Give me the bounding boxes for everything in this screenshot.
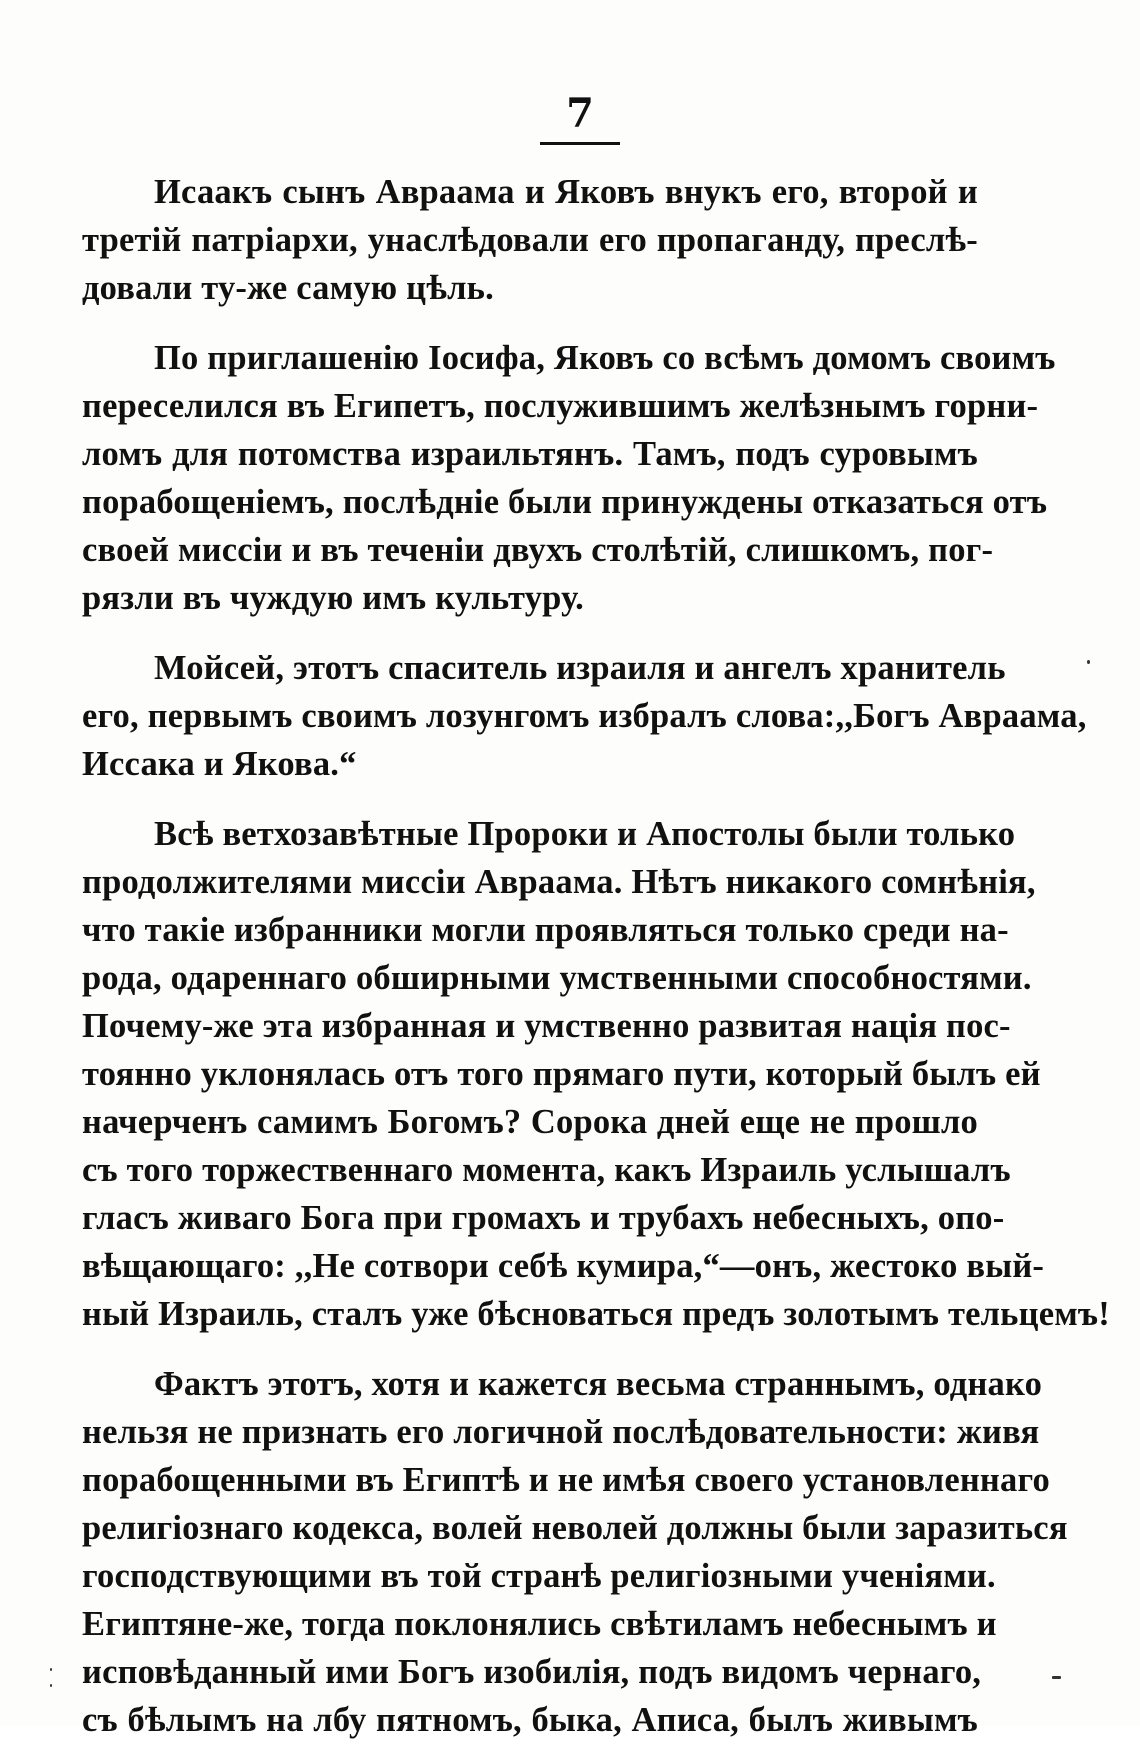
text-line: Почему-же эта избранная и умственно развитая нація пос-: [82, 1007, 1011, 1045]
paragraph: [82, 334, 1056, 622]
text-line: рода, одареннаго обширными умственными способностями.: [82, 959, 1032, 997]
paragraph: [82, 644, 1087, 788]
text-line: Мойсей, этотъ спаситель израиля и ангелъ хранитель: [154, 649, 1006, 687]
text-line: вѣщающаго: ,,Не сотвори себѣ кумира,“—онъ, жестоко вый-: [82, 1247, 1045, 1285]
paragraph: [82, 1360, 1068, 1744]
scan-speck: [1087, 660, 1090, 664]
text-line: Фактъ этотъ, хотя и кажется весьма страннымъ, однако: [154, 1365, 1043, 1403]
paragraph: [82, 168, 978, 312]
text-line: его, первымъ своимъ лозунгомъ избралъ слова:,,Богъ Авраама,: [82, 697, 1087, 735]
text-line: переселился въ Египетъ, послужившимъ желѣзнымъ горни-: [82, 387, 1039, 425]
text-line: своей миссіи и въ теченіи двухъ столѣтій, слишкомъ, пог-: [82, 531, 994, 569]
scan-speck: [1052, 1676, 1061, 1679]
text-line: порабощеніемъ, послѣдніе были принуждены отказаться отъ: [82, 483, 1048, 521]
paragraph: [82, 810, 1110, 1338]
text-line: продолжителями миссіи Авраама. Нѣтъ никакого сомнѣнія,: [82, 863, 1036, 901]
text-line: съ бѣлымъ на лбу пятномъ, быка, Аписа, былъ живымъ: [82, 1701, 978, 1739]
text-line: съ того торжественнаго момента, какъ Израиль услышалъ: [82, 1151, 1011, 1189]
text-line: рязли въ чуждую имъ культуру.: [82, 579, 584, 617]
body-text: [82, 168, 1110, 1752]
text-line: начерченъ самимъ Богомъ? Сорока дней еще не прошло: [82, 1103, 978, 1141]
text-line: что такіе избранники могли проявляться только среди на-: [82, 911, 1009, 949]
text-line: гласъ живаго Бога при громахъ и трубахъ небесныхъ, опо-: [82, 1199, 1005, 1237]
text-line: Египтяне-же, тогда поклонялись свѣтиламъ небеснымъ и: [82, 1605, 997, 1643]
text-line: религіознаго кодекса, волей неволей должны были заразиться: [82, 1509, 1068, 1547]
text-line: нельзя не признать его логичной послѣдовательности: живя: [82, 1413, 1040, 1451]
page-number: 7: [540, 92, 620, 145]
text-line: исповѣданный ими Богъ изобилія, подъ видомъ чернаго,: [82, 1653, 982, 1691]
text-line: Исаакъ сынъ Авраама и Яковъ внукъ его, второй и: [154, 173, 978, 211]
text-line: Иссака и Якова.“: [82, 745, 357, 783]
scan-speck: [50, 1684, 52, 1687]
text-line: Всѣ ветхозавѣтные Пророки и Апостолы были только: [154, 815, 1016, 853]
text-line: ный Израиль, сталъ уже бѣсноваться предъ золотымъ тельцемъ!: [82, 1295, 1110, 1333]
text-line: господствующими въ той странѣ религіозными ученіями.: [82, 1557, 996, 1595]
text-line: ломъ для потомства израильтянъ. Тамъ, подъ суровымъ: [82, 435, 978, 473]
text-line: довали ту-же самую цѣль.: [82, 269, 494, 307]
text-line: тоянно уклонялась отъ того прямаго пути, который былъ ей: [82, 1055, 1041, 1093]
page-header: [0, 92, 1140, 145]
text-line: порабощенными въ Египтѣ и не имѣя своего установленнаго: [82, 1461, 1050, 1499]
scan-speck: [50, 1668, 52, 1671]
text-line: По приглашенію Іосифа, Яковъ со всѣмъ домомъ своимъ: [154, 339, 1056, 377]
text-line: третій патріархи, унаслѣдовали его пропаганду, преслѣ-: [82, 221, 978, 259]
